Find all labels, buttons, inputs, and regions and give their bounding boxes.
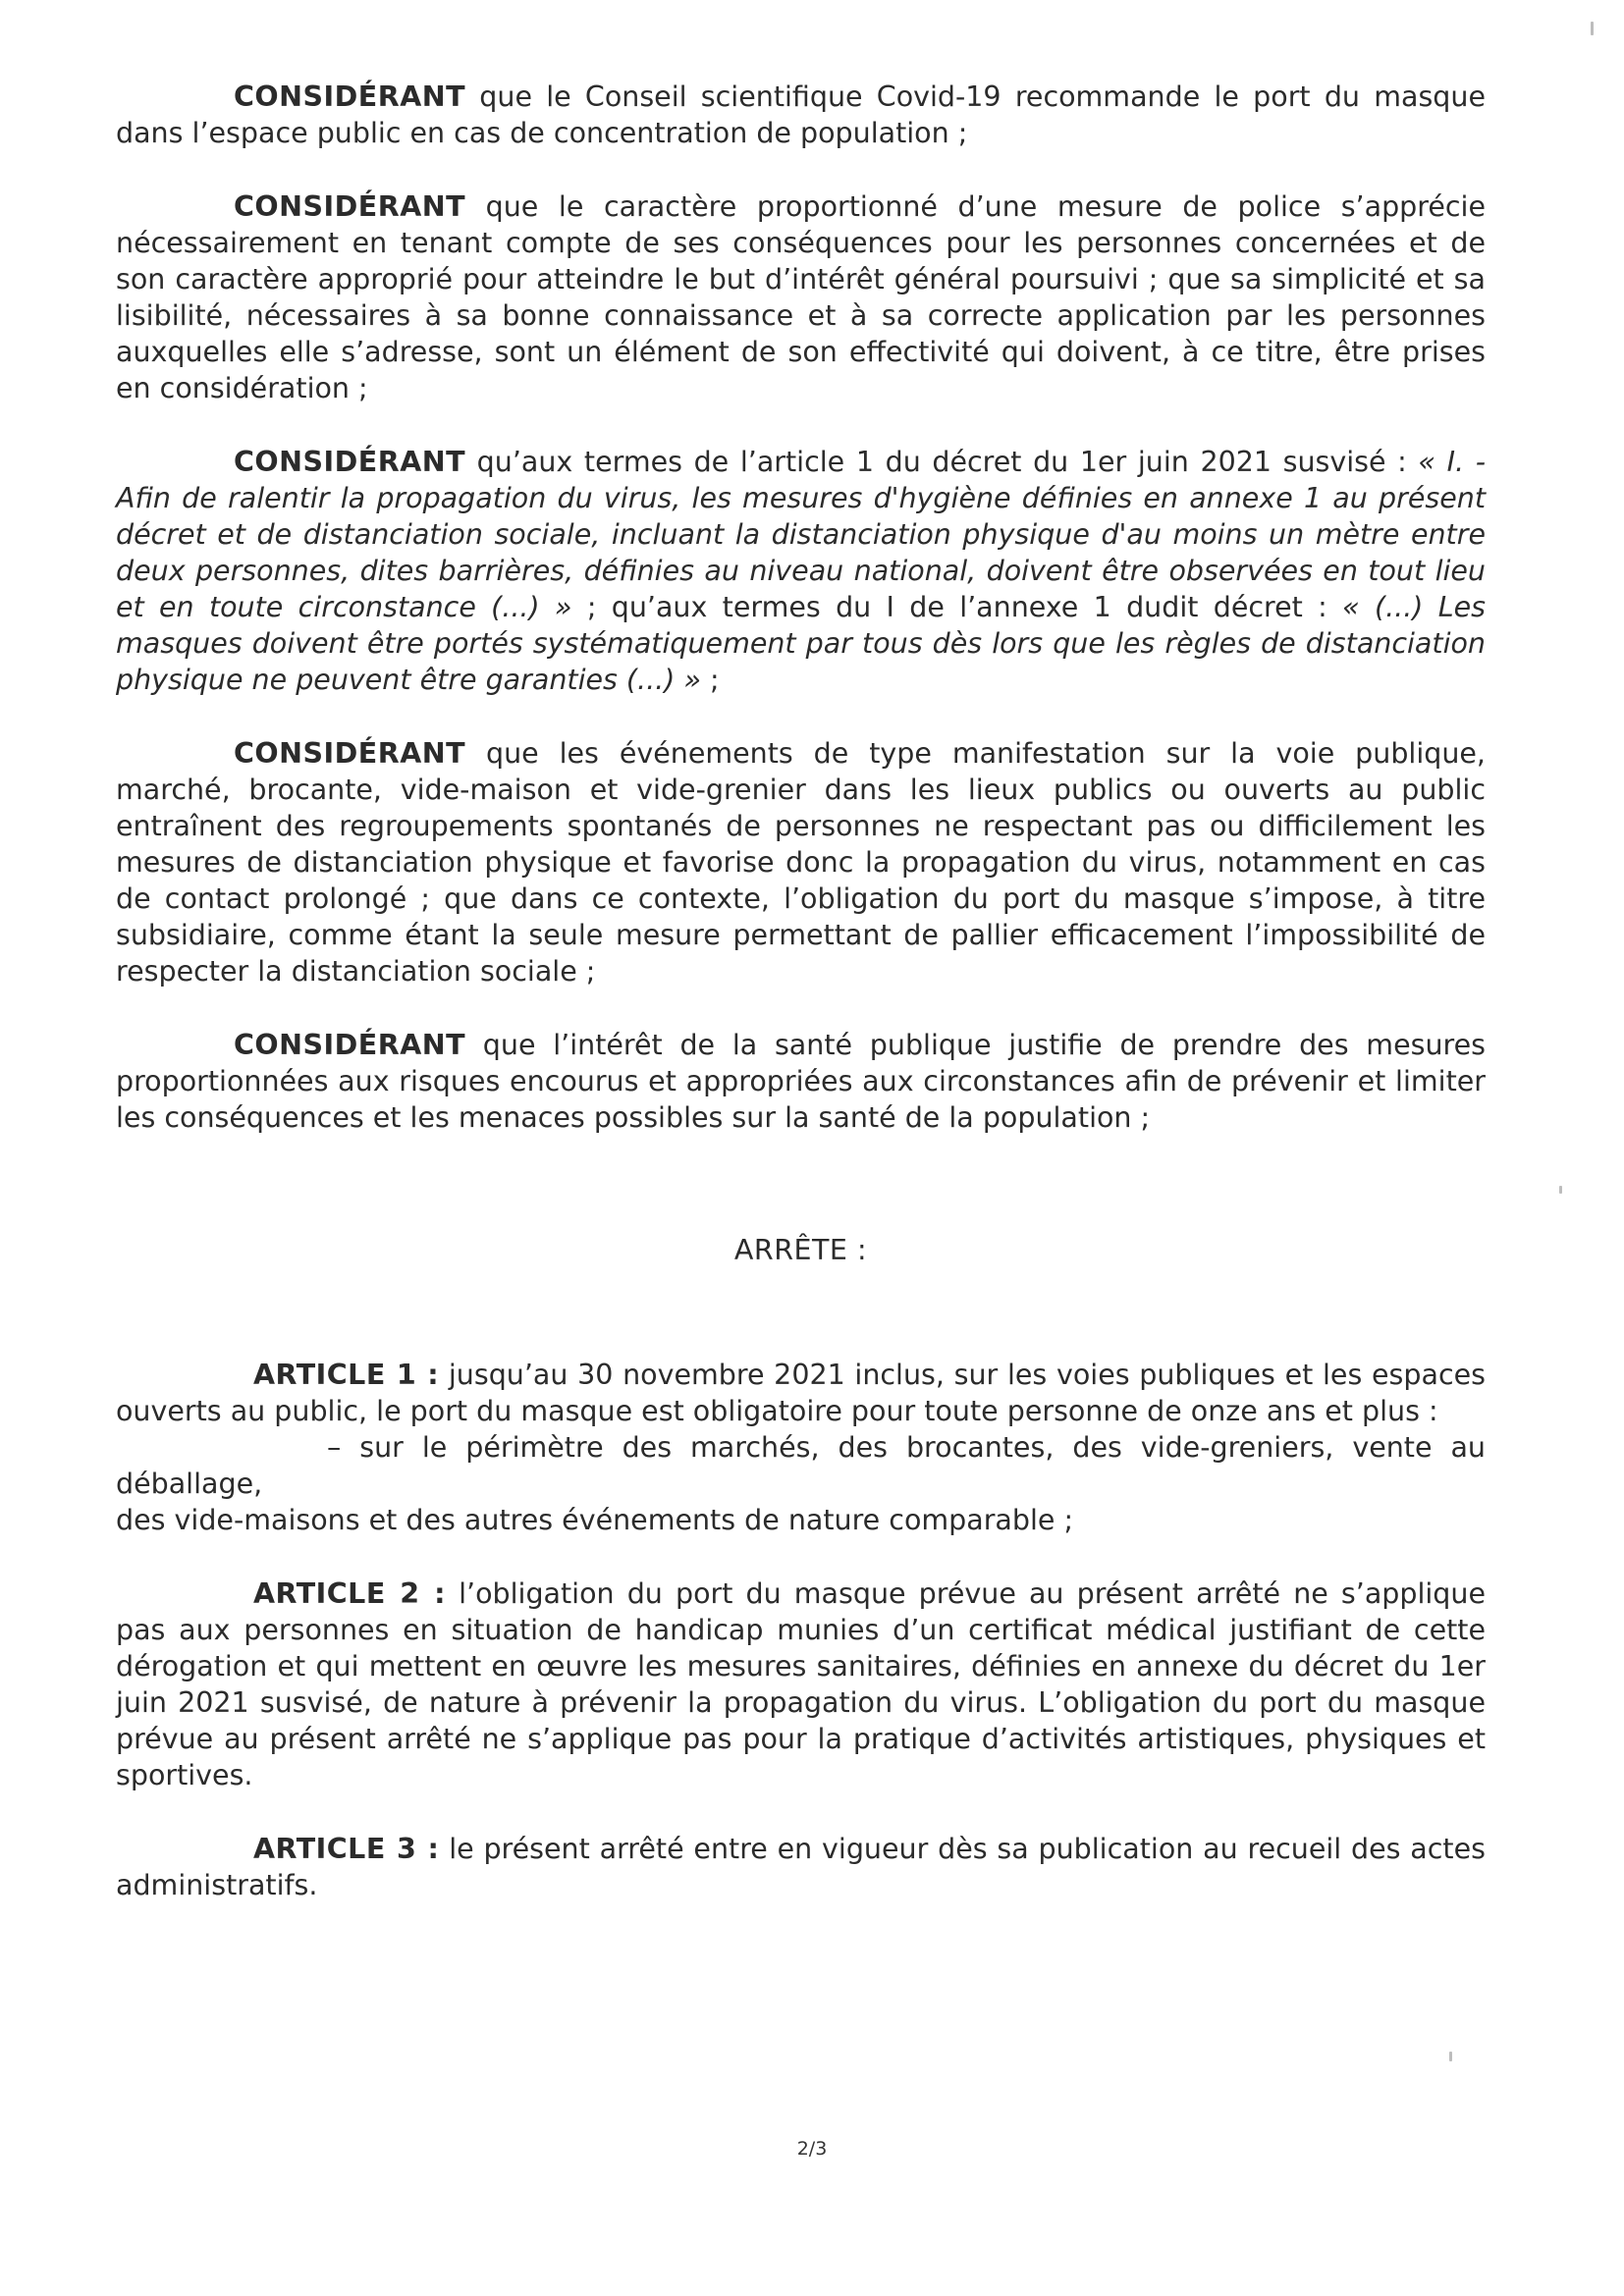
considerant-lead: CONSIDÉRANT (234, 190, 466, 223)
considerant-paragraph-2 (116, 188, 1486, 406)
scan-artifact (1591, 22, 1594, 35)
article-1-list-item-continued: des vide-maisons et des autres événements de nature comparable ; (116, 1504, 1074, 1536)
considerant-text: que le caractère proportionné d’une mesure de police s’apprécie nécessairement en tenant compte de ses conséquences pour les personnes concernées et de son caractère approprié pour atteindre le but d’intérêt général poursuivi ; que sa simplicité et sa lisibilité, nécessaires à sa bonne connaissance et à sa correcte application par les personnes auxquelles elle s’adresse, sont un élément de son effectivité qui doivent, à ce titre, être prises en considération ; (116, 190, 1486, 404)
considerant-text: ; qu’aux termes du I de l’annexe 1 dudit décret : (571, 591, 1343, 623)
article-2 (116, 1575, 1486, 1793)
considerant-paragraph-1 (116, 79, 1486, 151)
article-3 (116, 1831, 1486, 1903)
decree-quote-annex-1: « (...) Les masques doivent être portés systématiquement par tous dès lors que les règles de distanciation physique ne peuvent être garanties (...) » (116, 591, 1486, 696)
considerant-paragraph-4 (116, 735, 1486, 989)
article-text: jusqu’au 30 novembre 2021 inclus, sur les voies publiques et les espaces ouverts au public, le port du masque est obligatoire pour toute personne de onze ans et plus : (116, 1359, 1486, 1427)
article-lead: ARTICLE 2 : (253, 1577, 446, 1610)
arrete-heading: ARRÊTE : (733, 1234, 868, 1266)
considerant-text: que l’intérêt de la santé publique justifie de prendre des mesures proportionnées aux risques encourus et appropriées aux circonstances afin de prévenir et limiter les conséquences et les menaces possibles sur la santé de la population ; (116, 1029, 1486, 1134)
article-text: l’obligation du port du masque prévue au présent arrêté ne s’applique pas aux personnes en situation de handicap munies d’un certificat médical justifiant de cette dérogation et qui mettent en œuvre les mesures sanitaires, définies en annexe du décret du 1er juin 2021 susvisé, de nature à prévenir la propagation du virus. L’obligation du port du masque prévue au présent arrêté ne s’applique pas pour la pratique d’activités artistiques, physiques et sportives. (116, 1577, 1486, 1791)
considerant-lead: CONSIDÉRANT (234, 1029, 466, 1061)
considerant-lead: CONSIDÉRANT (234, 737, 466, 770)
considerant-paragraph-5 (116, 1027, 1486, 1136)
scan-artifact (1559, 1186, 1562, 1194)
article-1 (116, 1357, 1486, 1429)
scan-artifact (1449, 2052, 1452, 2061)
considerant-text: que les événements de type manifestation sur la voie publique, marché, brocante, vide-maison et vide-grenier dans les lieux publics ou ouverts au public entraînent des regroupements spontanés de personnes ne respectant pas ou difficilement les mesures de distanciation physique et favorise donc la propagation du virus, notamment en cas de contact prolongé ; que dans ce contexte, l’obligation du port du masque s’impose, à titre subsidiaire, comme étant la seule mesure permettant de pallier efficacement l’impossibilité de respecter la distanciation sociale ; (116, 737, 1486, 988)
considerant-paragraph-3 (116, 444, 1486, 698)
considerant-lead: CONSIDÉRANT (234, 80, 466, 113)
article-lead: ARTICLE 1 : (253, 1359, 440, 1391)
document-page (116, 79, 1486, 2218)
article-1-list-item: – sur le périmètre des marchés, des brocantes, des vide-greniers, vente au déballage, (116, 1431, 1486, 1500)
considerant-text: ; (701, 664, 720, 696)
page-number: 2/3 (796, 2138, 828, 2160)
considerant-text: qu’aux termes de l’article 1 du décret du 1er juin 2021 susvisé : (465, 446, 1419, 478)
considerant-text: que le Conseil scientifique Covid-19 recommande le port du masque dans l’espace public en cas de concentration de population ; (116, 80, 1486, 149)
decree-quote-article-1: « I. - Afin de ralentir la propagation du virus, les mesures d'hygiène définies en annexe 1 au présent décret et de distanciation sociale, incluant la distanciation physique d'au moins un mètre entre deux personnes, dites barrières, définies au niveau national, doivent être observées en tout lieu et en toute circonstance (...) » (116, 446, 1486, 623)
article-lead: ARTICLE 3 : (253, 1833, 440, 1865)
considerant-lead: CONSIDÉRANT (234, 446, 466, 478)
article-text: le présent arrêté entre en vigueur dès sa publication au recueil des actes administratifs. (116, 1833, 1486, 1901)
